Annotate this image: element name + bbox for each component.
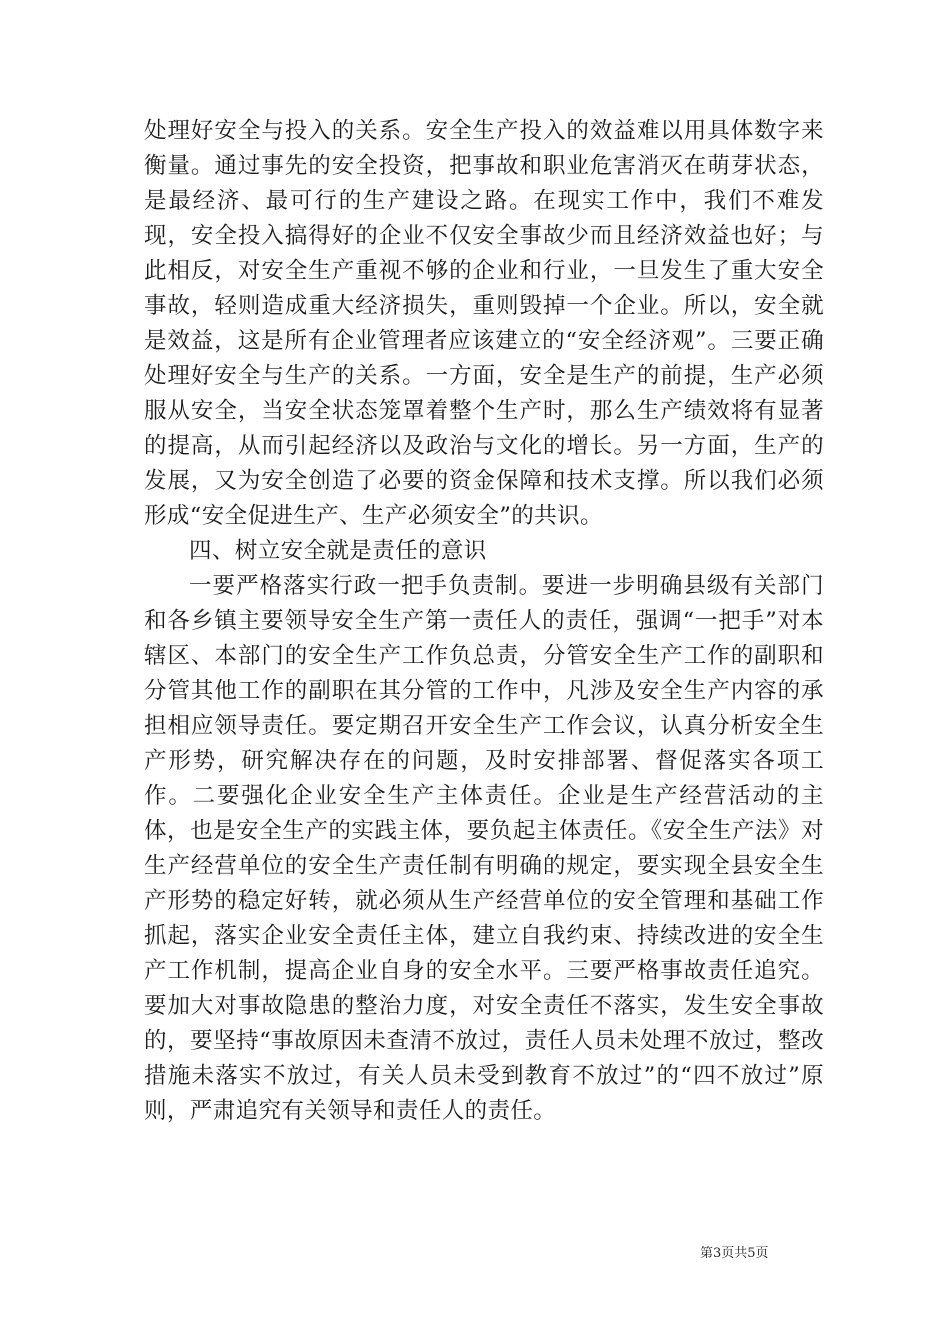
paragraph-responsibility: 一要严格落实行政一把手负责制。要进一步明确县级有关部门和各乡镇主要领导安全生产第一责任人的责任，强调“一把手”对本辖区、本部门的安全生产工作负总责，分管安全生产工作的副职和分管其他工作的副职在其分管的工作中，凡涉及安全生产内容的承担相应领导责任。要定期召开安全生产工作会议，认真分析安全生产形势，研究解决存在的问题，及时安排部署、督促落实各项工作。二要强化企业安全生产主体责任。企业是生产经营活动的主体，也是安全生产的实践主体，要负起主体责任。《安全生产法》对生产经营单位的安全生产责任制有明确的规定，要实现全县安全生产形势的稳定好转，就必须从生产经营单位的安全管理和基础工作抓起，落实企业安全责任主体，建立自我约束、持续改进的安全生产工作机制，提高企业自身的安全水平。三要严格事故责任追究。要加大对事故隐患的整治力度，对安全责任不落实，发生安全事故的，要坚持“事故原因未查清不放过，责任人员未处理不放过，整改措施未落实不放过，有关人员未受到教育不放过”的“四不放过”原则，严肃追究有关领导和责任人的责任。 [144,573,824,1124]
paragraph-safety-investment: 处理好安全与投入的关系。安全生产投入的效益难以用具体数字来衡量。通过事先的安全投资，把事故和职业危害消灭在萌芽状态，是最经济、最可行的生产建设之路。在现实工作中，我们不难发现，安全投入搞得好的企业不仅安全事故少而且经济效益也好；与此相反，对安全生产重视不够的企业和行业，一旦发生了重大安全事故，轻则造成重大经济损失，重则毁掉一个企业。所以，安全就是效益，这是所有企业管理者应该建立的“安全经济观”。三要正确处理好安全与生产的关系。一方面，安全是生产的前提，生产必须服从安全，当安全状态笼罩着整个生产时，那么生产绩效将有显著的提高，从而引起经济以及政治与文化的增长。另一方面，生产的发展，又为安全创造了必要的资金保障和技术支撑。所以我们必须形成“安全促进生产、生产必须安全”的共识。 [144,118,824,529]
section-heading-responsibility: 四、树立安全就是责任的意识 [189,538,487,564]
document-body [144,114,824,1129]
page-number: 第3页共5页 [700,1246,769,1261]
